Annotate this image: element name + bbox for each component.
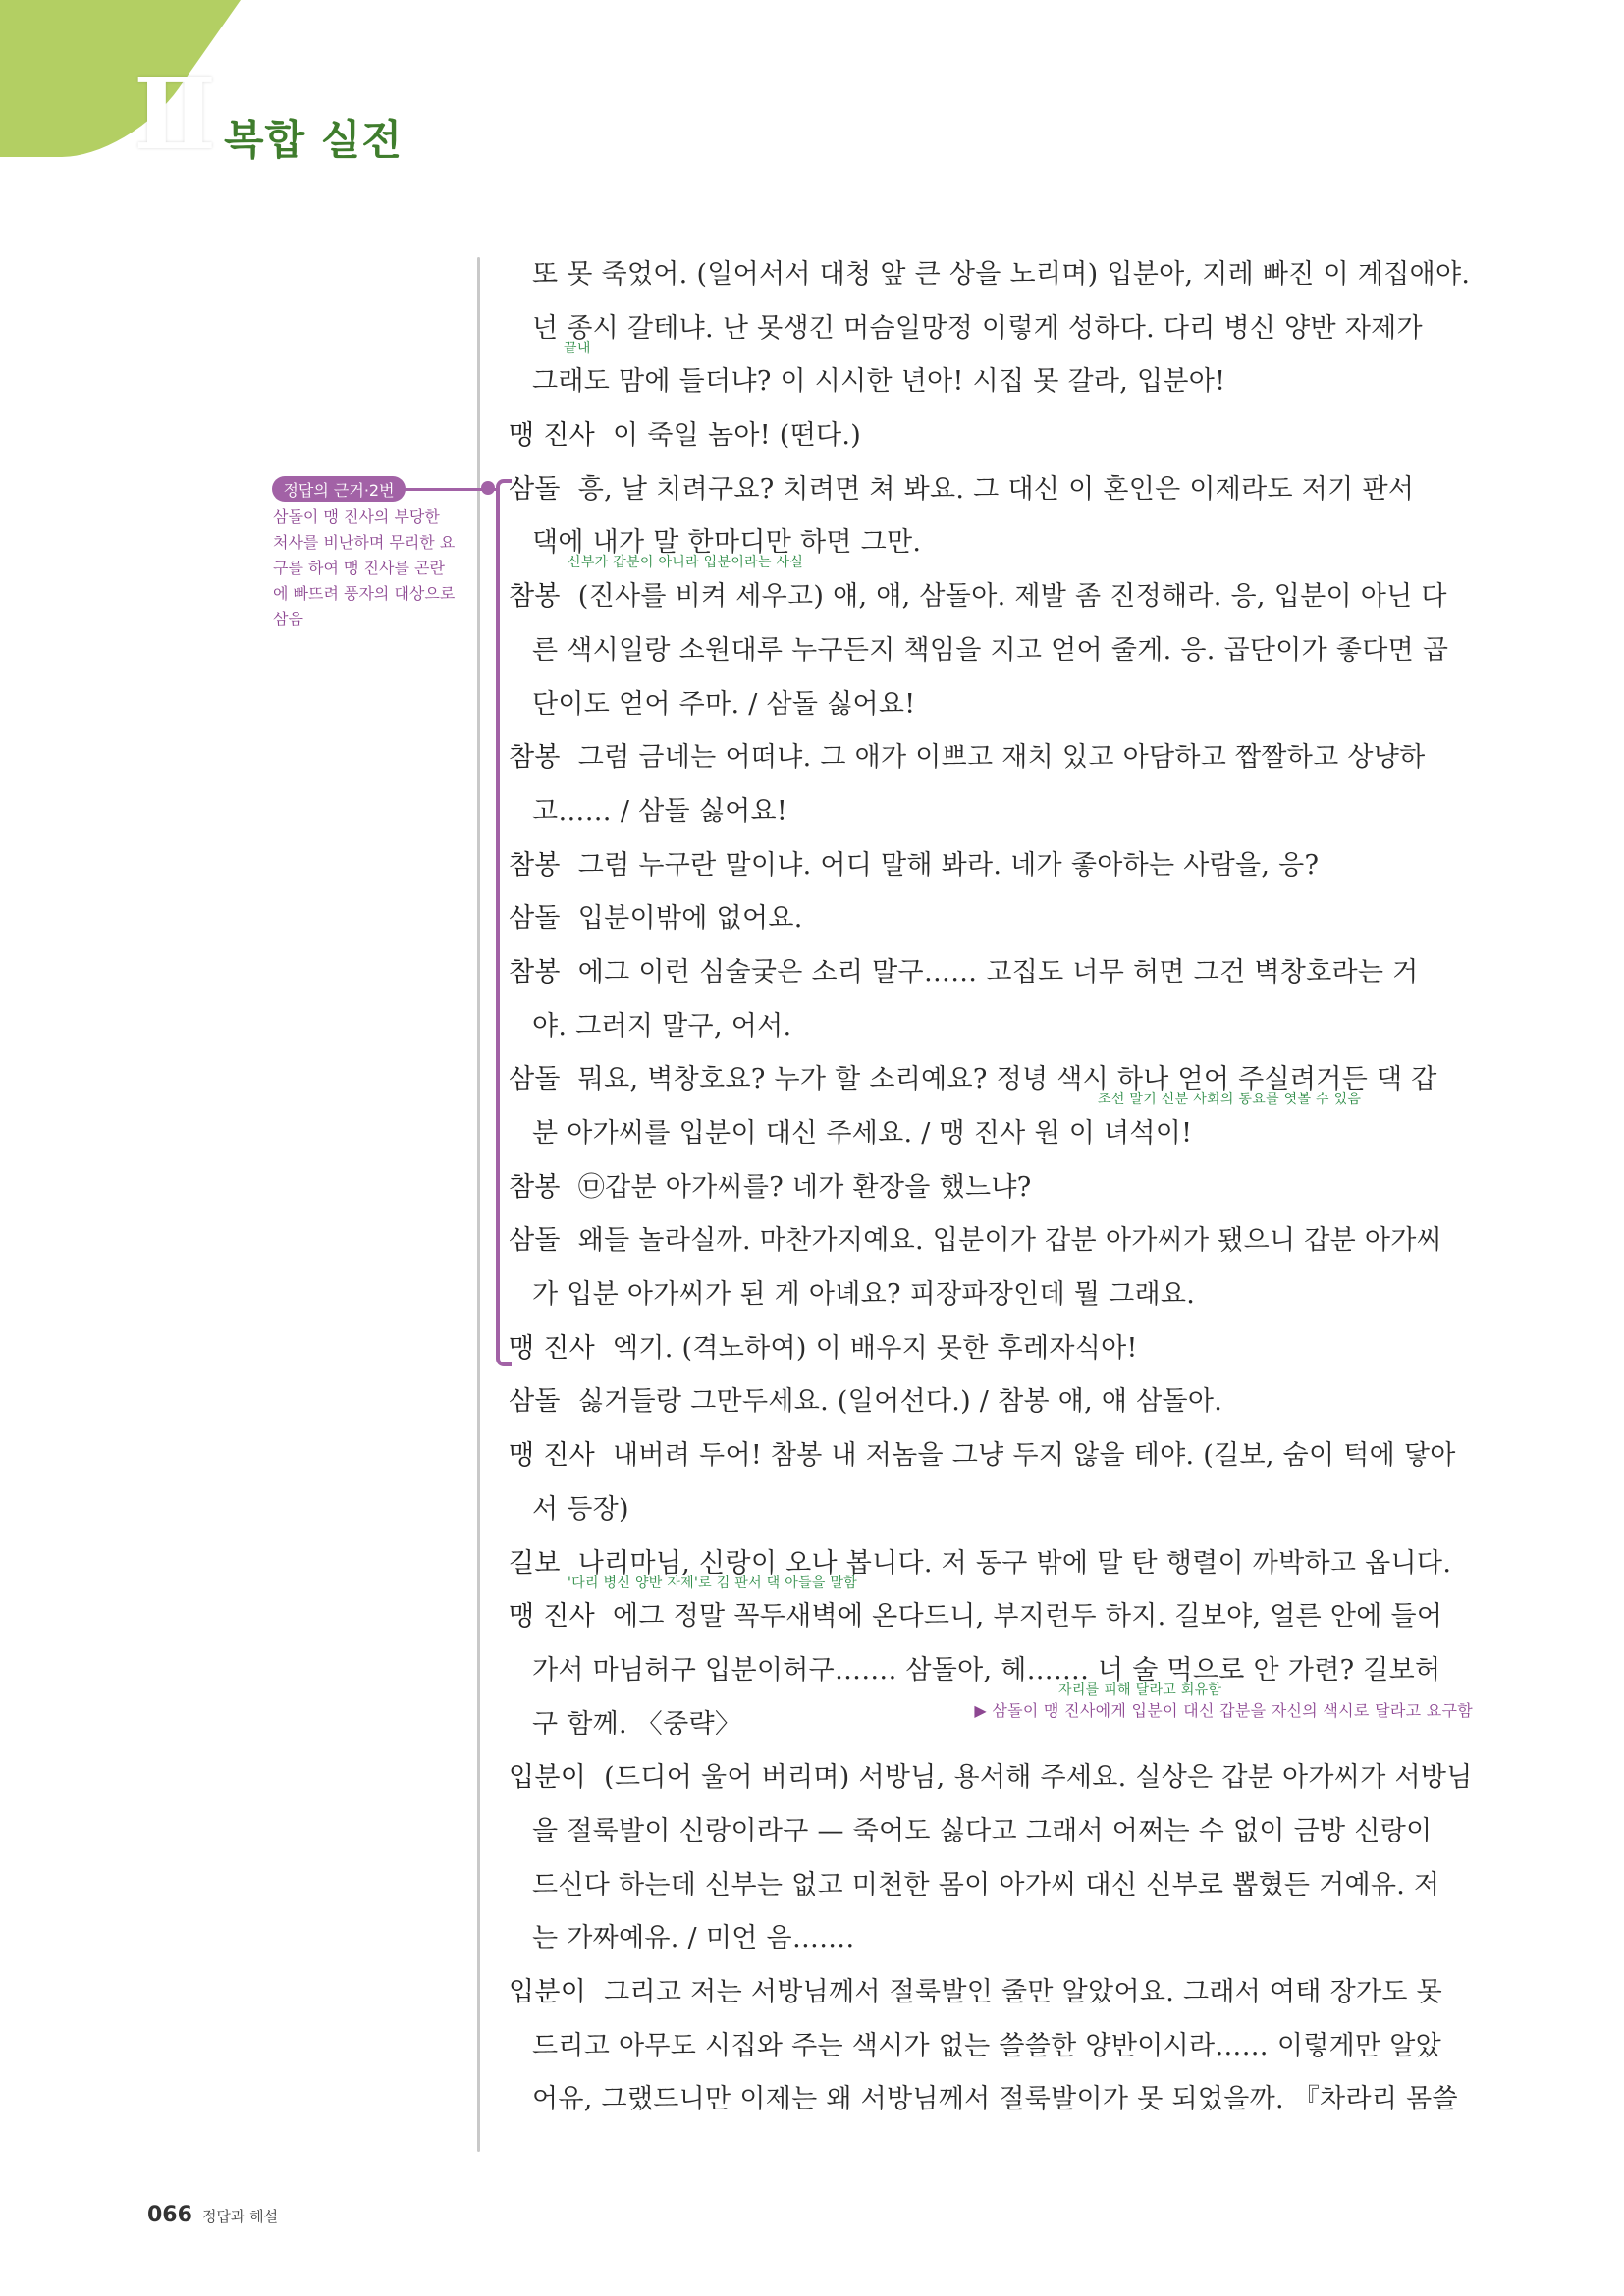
script-line xyxy=(509,1000,1481,1054)
speaker-name: 삼돌 xyxy=(509,473,561,505)
speaker-name: 참봉 xyxy=(509,1171,561,1202)
line-text: 에그 정말 꼭두새벽에 온다드니, 부지런두 하지. 길보야, 얼른 안에 들어 xyxy=(613,1601,1443,1632)
script-line xyxy=(509,570,1481,624)
line-text: 뭐요, 벽창호요? 누가 할 소리예요? 정녕 색시 하나 얻어 주실려거든 댁 갑 xyxy=(577,1064,1437,1095)
speaker-name: 참봉 xyxy=(509,956,561,988)
speaker-name: 맹 진사 xyxy=(509,1601,596,1632)
script-line xyxy=(509,1375,1481,1429)
page-footer-label: 정답과 해설 xyxy=(201,2208,279,2225)
script-line xyxy=(509,1483,1481,1537)
answer-basis-badge: 정답의 근거·2번 xyxy=(272,476,406,502)
line-text: 그래도 맘에 들더냐? 이 시시한 년아! 시집 못 갈라, 입분아! xyxy=(532,366,1226,398)
line-text: 또 못 죽었어. (일어서서 대청 앞 큰 상을 노리며) 입분아, 지레 빠진 이 계집애야. xyxy=(532,259,1471,290)
script-line xyxy=(509,1751,1481,1805)
script-line xyxy=(509,302,1481,356)
page-number: 066 xyxy=(147,2203,192,2227)
speaker-name: 입분이 xyxy=(509,1762,587,1793)
line-text: 이 죽일 놈아! (떤다.) xyxy=(613,420,862,452)
script-line xyxy=(509,678,1481,732)
script-line xyxy=(509,839,1481,893)
line-text: 흥, 날 치려구요? 치려면 쳐 봐요. 그 대신 이 혼인은 이제라도 저기 판서 xyxy=(577,473,1415,505)
summary-caption: ▶ 삼돌이 맹 진사에게 입분이 대신 갑분을 자신의 색시로 달라고 요구함 xyxy=(974,1700,1473,1720)
script-line xyxy=(509,248,1481,302)
evidence-connector-dot xyxy=(481,481,495,495)
script-line xyxy=(509,1590,1481,1644)
line-text: 는 가짜예유. / 미언 음……. xyxy=(532,1923,855,1954)
answer-basis-note: 삼돌이 맹 진사의 부당한 처사를 비난하며 무리한 요구를 하여 맹 진사를 곤란에 빠뜨려 풍자의 대상으로 삼음 xyxy=(273,507,456,628)
script-line xyxy=(509,731,1481,785)
script-line xyxy=(509,355,1481,409)
line-text: 분 아가씨를 입분이 대신 주세요. / 맹 진사 원 이 녀석이! xyxy=(532,1118,1193,1148)
script-line xyxy=(509,1537,1481,1591)
gloss-annotation: 신부가 갑분이 아니라 입분이라는 사실 xyxy=(568,555,804,571)
line-text: (진사를 비켜 세우고) 얘, 얘, 삼돌아. 제발 좀 진정해라. 응, 입분이 아닌 다 xyxy=(577,581,1447,613)
line-text: 그럼 금네는 어떠냐. 그 애가 이쁘고 재치 있고 아담하고 짭짤하고 상냥하 xyxy=(577,742,1426,774)
script-line xyxy=(509,1912,1481,1966)
line-text: 댁에 내가 말 한마디만 하면 그만. xyxy=(532,527,922,559)
left-margin-rule xyxy=(477,257,480,2152)
line-text: 야. 그러지 말구, 어서. xyxy=(532,1010,792,1041)
line-text: 어유, 그랬드니만 이제는 왜 서방님께서 절룩발이가 못 되었을까. 『차라리 몸쓸 xyxy=(532,2084,1458,2115)
page-footer xyxy=(147,2203,278,2227)
line-text: (드디어 울어 버리며) 서방님, 용서해 주세요. 실상은 갑분 아가씨가 서방님 xyxy=(604,1762,1473,1793)
script-line xyxy=(509,946,1481,1000)
line-text: 구 함께. 〈중략〉 xyxy=(532,1708,742,1739)
section-title: 복합 실전 xyxy=(224,116,403,164)
line-text: 서 등장) xyxy=(532,1493,629,1524)
speaker-name: 삼돌 xyxy=(509,1064,561,1095)
script-line xyxy=(509,1859,1481,1913)
script-line xyxy=(509,1161,1481,1215)
speaker-name: 삼돌 xyxy=(509,1386,561,1417)
script-line xyxy=(509,1214,1481,1268)
gloss-annotation: 끝내 xyxy=(564,340,591,356)
section-number: Ⅱ xyxy=(134,56,217,172)
speaker-name: 맹 진사 xyxy=(509,1332,596,1363)
script-line xyxy=(509,785,1481,839)
script-line xyxy=(509,624,1481,678)
speaker-name: 삼돌 xyxy=(509,1225,561,1256)
script-line xyxy=(509,2020,1481,2074)
line-text: 른 색시일랑 소원대루 누구든지 책임을 지고 얻어 줄게. 응. 곱단이가 좋다면 곱 xyxy=(532,634,1449,666)
speaker-name: 참봉 xyxy=(509,742,561,774)
speaker-name: 참봉 xyxy=(509,581,561,613)
script-line xyxy=(509,463,1481,517)
speaker-name: 맹 진사 xyxy=(509,420,596,452)
line-text: 입분이밖에 없어요. xyxy=(577,903,803,934)
gloss-annotation: '다리 병신 양반 자제'로 김 판서 댁 아들을 말함 xyxy=(568,1575,858,1591)
script-line xyxy=(509,1107,1481,1161)
line-text: 그럼 누구란 말이냐. 어디 말해 봐라. 네가 좋아하는 사람을, 응? xyxy=(577,849,1320,881)
line-text: 나리마님, 신랑이 오나 봅니다. 저 동구 밖에 말 탄 행렬이 까박하고 옵니다. xyxy=(577,1547,1452,1578)
line-text: 엑기. (격노하여) 이 배우지 못한 후레자식아! xyxy=(613,1332,1138,1363)
line-text: ㉤갑분 아가씨를? 네가 환장을 했느냐? xyxy=(577,1171,1032,1202)
line-text: 에그 이런 심술궂은 소리 말구…… 고집도 너무 허면 그건 벽창호라는 거 xyxy=(577,956,1419,988)
line-text: 싫거들랑 그만두세요. (일어선다.) / 참봉 얘, 얘 삼돌아. xyxy=(577,1386,1223,1417)
script-line xyxy=(509,892,1481,946)
speaker-name: 삼돌 xyxy=(509,903,561,934)
script-line xyxy=(509,516,1481,570)
line-text: 고…… / 삼돌 싫어요! xyxy=(532,795,788,827)
speaker-name: 입분이 xyxy=(509,1977,587,2007)
line-text: 그리고 저는 서방님께서 절룩발인 줄만 알았어요. 그래서 여태 장가도 못 xyxy=(604,1977,1443,2007)
script-line xyxy=(509,1053,1481,1107)
script-line xyxy=(509,1805,1481,1859)
line-text: 가서 마님허구 입분이허구……. 삼돌아, 헤……. 너 술 먹으로 안 가련? 길보허 xyxy=(532,1654,1441,1685)
speaker-name: 맹 진사 xyxy=(509,1440,596,1471)
script-line xyxy=(509,1698,1481,1752)
script-text xyxy=(509,248,1481,2127)
script-line xyxy=(509,1268,1481,1322)
line-text: 가 입분 아가씨가 된 게 아녜요? 피장파장인데 뭘 그래요. xyxy=(532,1279,1196,1310)
line-text: 드신다 하는데 신부는 없고 미천한 몸이 아가씨 대신 신부로 뽑혔든 거예유. 저 xyxy=(532,1869,1440,1900)
line-text: 넌 종시 갈테냐. 난 못생긴 머슴일망정 이렇게 성하다. 다리 병신 양반 자제가 xyxy=(532,312,1423,344)
line-text: 내버려 두어! 참봉 내 저놈을 그냥 두지 않을 테야. (길보, 숨이 턱에 닿아 xyxy=(613,1440,1456,1471)
speaker-name: 길보 xyxy=(509,1547,561,1578)
line-text: 단이도 얻어 주마. / 삼돌 싫어요! xyxy=(532,688,916,720)
script-line xyxy=(509,1966,1481,2020)
script-line xyxy=(509,409,1481,463)
line-text: 왜들 놀라실까. 마찬가지예요. 입분이가 갑분 아가씨가 됐으니 갑분 아가씨 xyxy=(577,1225,1443,1256)
gloss-annotation: 자리를 피해 달라고 회유함 xyxy=(1058,1682,1222,1698)
script-line xyxy=(509,1322,1481,1376)
line-text: 을 절룩발이 신랑이라구 — 죽어도 싫다고 그래서 어쩌는 수 없이 금방 신랑이 xyxy=(532,1815,1433,1846)
gloss-annotation: 조선 말기 신분 사회의 동요를 엿볼 수 있음 xyxy=(1098,1092,1362,1108)
script-line xyxy=(509,2073,1481,2127)
speaker-name: 참봉 xyxy=(509,849,561,881)
line-text: 드리고 아무도 시집와 주는 색시가 없는 쓸쓸한 양반이시라…… 이렇게만 알았 xyxy=(532,2030,1442,2061)
script-line xyxy=(509,1429,1481,1483)
